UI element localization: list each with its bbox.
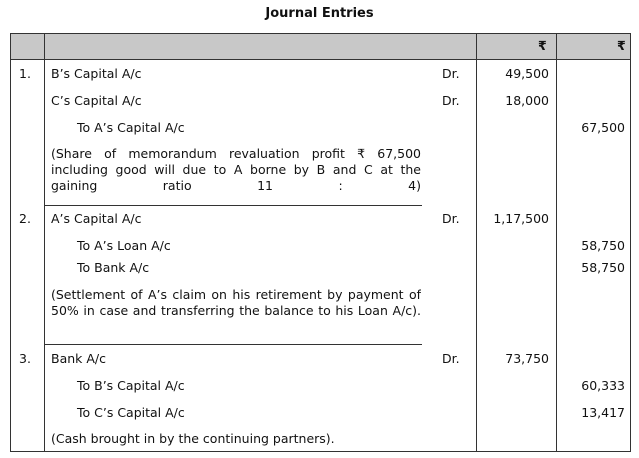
entry-separator (44, 344, 422, 345)
dr-marker: Dr. (442, 66, 460, 81)
dr-marker: Dr. (442, 351, 460, 366)
debit-amount: 49,500 (505, 66, 549, 81)
column-divider (44, 34, 45, 451)
page-title: Journal Entries (265, 6, 374, 21)
credit-amount: 13,417 (581, 405, 625, 420)
entry-number: 2. (19, 211, 31, 226)
account-name: To Bank A/c (77, 260, 150, 275)
credit-amount: 58,750 (581, 238, 625, 253)
credit-amount: 58,750 (581, 260, 625, 275)
credit-currency-header: ₹ (617, 38, 626, 53)
account-name: To A’s Capital A/c (77, 120, 185, 135)
debit-currency-header: ₹ (538, 38, 547, 53)
credit-amount: 67,500 (581, 120, 625, 135)
narration: (Cash brought in by the continuing partners). (51, 431, 335, 446)
account-name: To B’s Capital A/c (77, 378, 185, 393)
account-name: Bank A/c (51, 351, 107, 366)
credit-amount: 60,333 (581, 378, 625, 393)
account-name: B’s Capital A/c (51, 66, 142, 81)
debit-amount: 1,17,500 (493, 211, 549, 226)
entry-number: 3. (19, 351, 31, 366)
debit-amount: 73,750 (505, 351, 549, 366)
dr-marker: Dr. (442, 211, 460, 226)
debit-amount: 18,000 (505, 93, 549, 108)
dr-marker: Dr. (442, 93, 460, 108)
entry-separator (44, 205, 422, 206)
narration: (Settlement of A’s claim on his retirement by payment of 50% in case and transferring the balance to his Loan A/c). (51, 287, 421, 318)
journal-table (10, 33, 631, 452)
account-name: To C’s Capital A/c (77, 405, 185, 420)
narration: (Share of memorandum revaluation profit ₹ 67,500 including good will due to A borne by B and C at the gaining ratio 11 : 4) (51, 146, 421, 193)
entry-number: 1. (19, 66, 31, 81)
account-name: C’s Capital A/c (51, 93, 142, 108)
account-name: A’s Capital A/c (51, 211, 142, 226)
account-name: To A’s Loan A/c (77, 238, 171, 253)
